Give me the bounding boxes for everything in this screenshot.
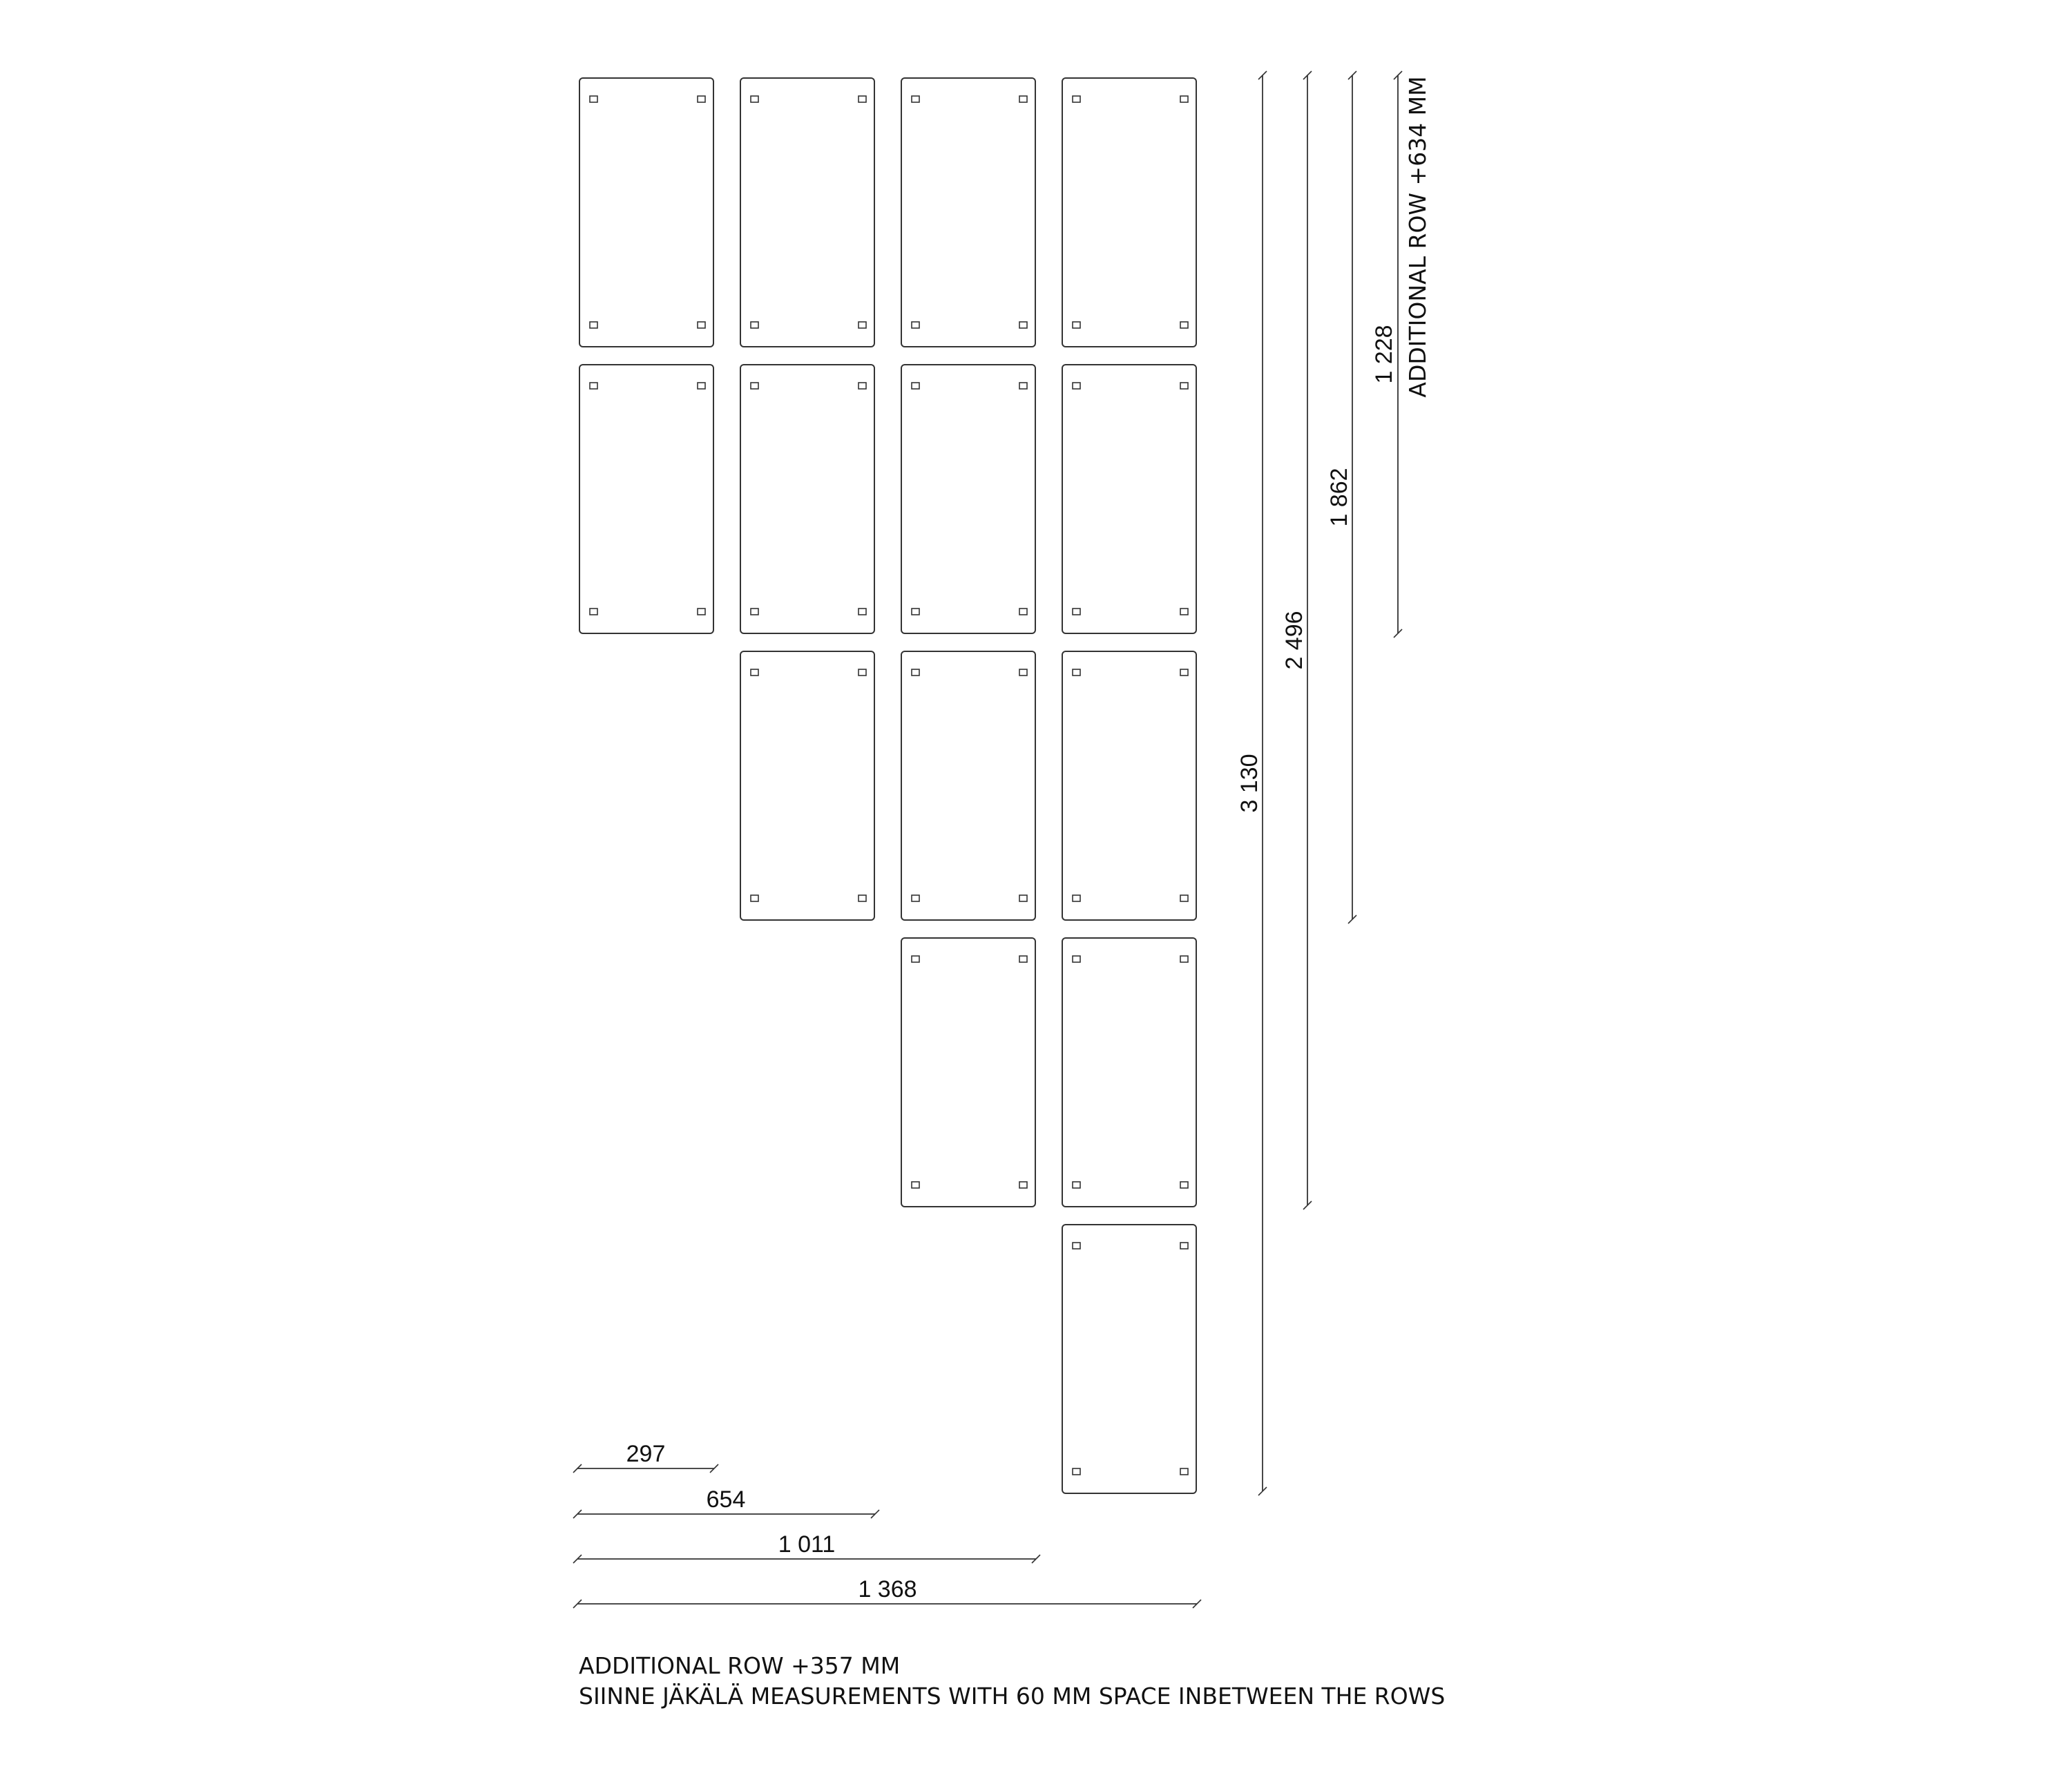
width-dimension-3-columns xyxy=(573,1531,1040,1563)
mounting-hole xyxy=(1180,96,1188,102)
height-dimension-5-rows xyxy=(1236,71,1267,1495)
mounting-hole xyxy=(1180,383,1188,389)
mounting-hole xyxy=(751,895,758,901)
mounting-hole xyxy=(751,669,758,676)
height-label-1228: 1 228 xyxy=(1371,325,1397,384)
panel-col2-row3 xyxy=(740,651,874,920)
height-label-1862: 1 862 xyxy=(1326,468,1352,527)
panel-col4-row2 xyxy=(1062,365,1196,633)
mounting-hole xyxy=(1019,609,1027,615)
height-label-2496: 2 496 xyxy=(1281,611,1307,670)
mounting-hole xyxy=(590,96,597,102)
width-dimension-2-columns xyxy=(573,1486,879,1518)
width-label-1011: 1 011 xyxy=(778,1531,836,1558)
mounting-hole xyxy=(1073,383,1080,389)
height-dimension-2-rows xyxy=(1371,71,1431,638)
drawing-notes xyxy=(579,1651,1445,1712)
mounting-hole xyxy=(912,383,919,389)
panel-col3-row2 xyxy=(901,365,1035,633)
mounting-hole xyxy=(858,383,866,389)
mounting-hole xyxy=(590,609,597,615)
mounting-hole xyxy=(1180,1182,1188,1188)
mounting-hole xyxy=(590,383,597,389)
mounting-hole xyxy=(858,322,866,328)
panel-grid xyxy=(579,78,1196,1493)
mounting-hole xyxy=(751,383,758,389)
panel-col2-row1 xyxy=(740,78,874,347)
mounting-hole xyxy=(1019,895,1027,901)
mounting-hole xyxy=(698,96,705,102)
mounting-hole xyxy=(858,609,866,615)
panel-col4-row5 xyxy=(1062,1225,1196,1493)
mounting-hole xyxy=(590,322,597,328)
additional-row-note: ADDITIONAL ROW +357 MM xyxy=(579,1652,901,1679)
mounting-hole xyxy=(1180,322,1188,328)
width-label-654: 654 xyxy=(706,1486,746,1513)
mounting-hole xyxy=(912,895,919,901)
mounting-hole xyxy=(1180,1243,1188,1249)
mounting-hole xyxy=(1073,1468,1080,1475)
mounting-hole xyxy=(1019,956,1027,962)
mounting-hole xyxy=(1073,609,1080,615)
mounting-hole xyxy=(1073,1243,1080,1249)
mounting-hole xyxy=(698,609,705,615)
mounting-hole xyxy=(698,322,705,328)
mounting-hole xyxy=(858,96,866,102)
mounting-hole xyxy=(698,383,705,389)
width-dimension-1-column xyxy=(573,1441,718,1473)
panel-col1-row1 xyxy=(579,78,713,347)
panel-col3-row3 xyxy=(901,651,1035,920)
width-dimension-4-columns xyxy=(573,1576,1201,1608)
mounting-hole xyxy=(912,669,919,676)
mounting-hole xyxy=(858,895,866,901)
mounting-hole xyxy=(1073,96,1080,102)
additional-row-vertical-note: ADDITIONAL ROW +634 MM xyxy=(1404,76,1431,398)
mounting-hole xyxy=(912,322,919,328)
mounting-hole xyxy=(1073,956,1080,962)
width-label-297: 297 xyxy=(626,1441,666,1467)
panel-col3-row1 xyxy=(901,78,1035,347)
panel-col4-row4 xyxy=(1062,938,1196,1207)
mounting-hole xyxy=(1180,956,1188,962)
horizontal-dimensions xyxy=(573,1441,1201,1608)
height-dimension-3-rows xyxy=(1326,71,1356,923)
mounting-hole xyxy=(1019,383,1027,389)
mounting-hole xyxy=(912,1182,919,1188)
mounting-hole xyxy=(751,96,758,102)
mounting-hole xyxy=(1073,322,1080,328)
vertical-dimensions xyxy=(1236,71,1431,1495)
mounting-hole xyxy=(912,96,919,102)
spacing-note: SIINNE JÄKÄLÄ MEASUREMENTS WITH 60 MM SPACE INBETWEEN THE ROWS xyxy=(579,1683,1446,1710)
mounting-hole xyxy=(1073,1182,1080,1188)
panel-col1-row2 xyxy=(579,365,713,633)
mounting-hole xyxy=(912,956,919,962)
width-label-1368: 1 368 xyxy=(858,1576,917,1602)
mounting-hole xyxy=(1019,96,1027,102)
panel-col2-row2 xyxy=(740,365,874,633)
mounting-hole xyxy=(858,669,866,676)
mounting-hole xyxy=(1180,895,1188,901)
height-dimension-4-rows xyxy=(1281,71,1312,1209)
mounting-hole xyxy=(1180,609,1188,615)
panel-col3-row4 xyxy=(901,938,1035,1207)
mounting-hole xyxy=(751,322,758,328)
height-label-3130: 3 130 xyxy=(1236,754,1263,813)
mounting-hole xyxy=(1019,1182,1027,1188)
panel-col4-row1 xyxy=(1062,78,1196,347)
mounting-hole xyxy=(1180,669,1188,676)
mounting-hole xyxy=(912,609,919,615)
mounting-hole xyxy=(1019,322,1027,328)
mounting-hole xyxy=(751,609,758,615)
mounting-hole xyxy=(1073,669,1080,676)
mounting-hole xyxy=(1180,1468,1188,1475)
mounting-hole xyxy=(1073,895,1080,901)
panel-col4-row3 xyxy=(1062,651,1196,920)
mounting-hole xyxy=(1019,669,1027,676)
